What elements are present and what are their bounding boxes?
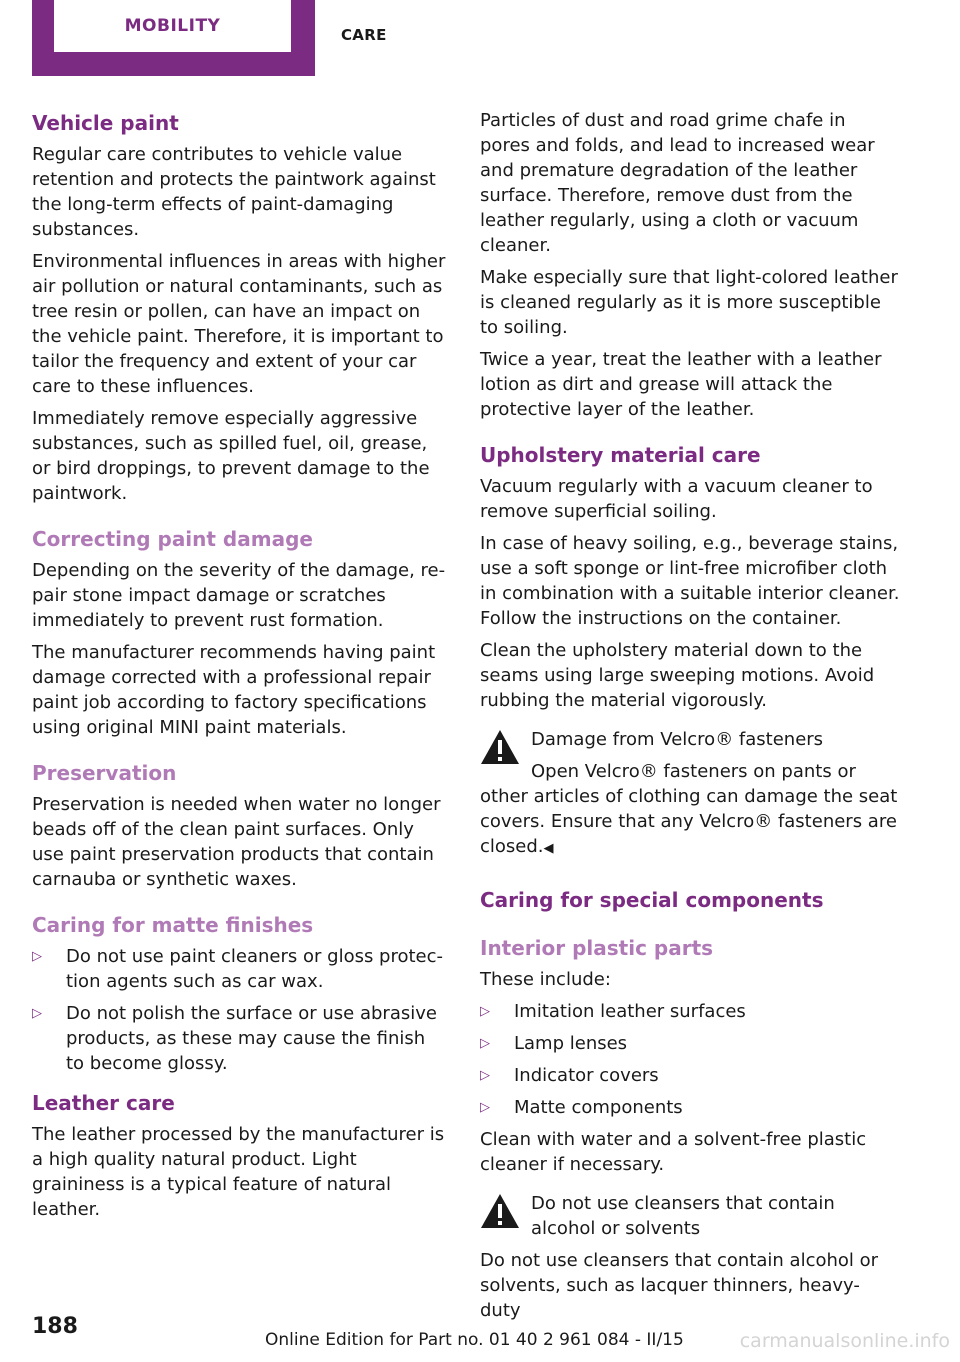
tab-care[interactable]: CARE xyxy=(341,26,387,44)
heading-vehicle-paint: Vehicle paint xyxy=(32,111,179,135)
paragraph: Clean with water and a solvent-free plastic cleaner if necessary. xyxy=(480,1129,867,1175)
paragraph: Environmental influences in areas with higher air pollution or natural contaminants, such as tree resin or pollen, can have an impact on the vehicle paint. Therefore, it is important to tailor the frequency and extent of your car care to these influences. xyxy=(32,251,446,397)
list-item: ▷ Lamp lenses xyxy=(480,1033,628,1054)
list-item: ▷ Indicator covers xyxy=(480,1065,659,1086)
plastic-list xyxy=(480,999,900,1120)
list-item: ▷ Do not polish the surface or use abrasive products, as these may cause the finish to become glossy. xyxy=(32,1003,437,1074)
bullet-triangle-icon: ▷ xyxy=(32,1006,42,1021)
warning-body: Open Velcro® fasteners on pants or other articles of clothing can damage the seat covers. Ensure that any Velcro® fasteners are closed.◀ xyxy=(480,761,898,857)
warning-body: Do not use cleansers that contain alcohol or solvents, such as lacquer thinners, heavy-duty xyxy=(480,1250,879,1321)
bullet-triangle-icon: ▷ xyxy=(480,1004,490,1019)
paragraph: Immediately remove especially aggressive substances, such as spilled fuel, oil, grease, or bird droppings, to prevent damage to the paintwork. xyxy=(32,408,430,504)
list-item: ▷ Imitation leather surfaces xyxy=(480,1001,746,1022)
bullet-triangle-icon: ▷ xyxy=(480,1068,490,1083)
header-tabs xyxy=(0,0,960,80)
paragraph: The leather processed by the manufacturer is a high quality natural product. Light graininess is a typical feature of natural leather. xyxy=(32,1124,445,1220)
warning-triangle-icon xyxy=(480,1193,520,1229)
footer-edition: Online Edition for Part no. 01 40 2 961 084 - II/15 xyxy=(265,1330,684,1350)
paragraph: Vacuum regularly with a vacuum cleaner to remove superficial soiling. xyxy=(480,476,873,522)
warning-title: Do not use cleansers that contain alcohol or solvents xyxy=(531,1193,835,1239)
end-mark-icon: ◀ xyxy=(543,841,554,856)
tab-mobility-label: MOBILITY xyxy=(54,0,291,52)
page-number: 188 xyxy=(32,1314,78,1339)
warning-velcro xyxy=(480,727,900,861)
heading-preservation: Preservation xyxy=(32,761,177,785)
paragraph: Depending on the severity of the damage, repair stone impact damage or scratches immediately to prevent rust formation. xyxy=(32,560,446,631)
matte-list xyxy=(32,944,448,1076)
heading-upholstery-care: Upholstery material care xyxy=(480,443,761,467)
paragraph: Make especially sure that light-colored leather is cleaned regularly as it is more susceptible to soiling. xyxy=(480,267,898,338)
bullet-triangle-icon: ▷ xyxy=(480,1036,490,1051)
paragraph: Twice a year, treat the leather with a leather lotion as dirt and grease will attack the protective layer of the leather. xyxy=(480,349,882,420)
warning-triangle-icon xyxy=(480,729,520,765)
paragraph: The manufacturer recommends having paint damage corrected with a professional repair paint job according to factory specifications using original MINI paint materials. xyxy=(32,642,436,738)
list-item: ▷ Matte components xyxy=(480,1097,683,1118)
watermark: carmanualsonline.info xyxy=(739,1330,950,1352)
paragraph: Clean the upholstery material down to the seams using large sweeping motions. Avoid rubbing the material vigorously. xyxy=(480,640,875,711)
paragraph: Particles of dust and road grime chafe in pores and folds, and lead to increased wear and premature degradation of the leather surface. Therefore, remove dust from the leather regularly, using a cloth or vacuum cleaner. xyxy=(480,110,875,256)
paragraph: Preservation is needed when water no longer beads off of the clean paint surfaces. Only use paint preservation products that contain carnauba or synthetic waxes. xyxy=(32,794,441,890)
left-column xyxy=(32,108,448,1229)
heading-special-components: Caring for special components xyxy=(480,888,824,912)
heading-correcting-paint-damage: Correcting paint damage xyxy=(32,527,313,551)
heading-leather-care: Leather care xyxy=(32,1091,175,1115)
bullet-triangle-icon: ▷ xyxy=(480,1100,490,1115)
warning-solvents xyxy=(480,1191,900,1323)
heading-matte-finishes: Caring for matte finishes xyxy=(32,913,314,937)
heading-interior-plastic: Interior plastic parts xyxy=(480,936,714,960)
tab-mobility[interactable] xyxy=(32,0,315,76)
warning-title: Damage from Velcro® fasteners xyxy=(531,729,824,750)
right-column xyxy=(480,108,900,1331)
bullet-triangle-icon: ▷ xyxy=(32,949,42,964)
paragraph: In case of heavy soiling, e.g., beverage stains, use a soft sponge or lint-free microfiber cloth in combination with a suitable interior cleaner. Follow the instructions on the container. xyxy=(480,533,900,629)
paragraph: Regular care contributes to vehicle value retention and protects the paintwork against the long-term effects of paint-damaging substances. xyxy=(32,144,436,240)
paragraph: These include: xyxy=(480,969,611,990)
list-item: ▷ Do not use paint cleaners or gloss protection agents such as car wax. xyxy=(32,946,444,992)
